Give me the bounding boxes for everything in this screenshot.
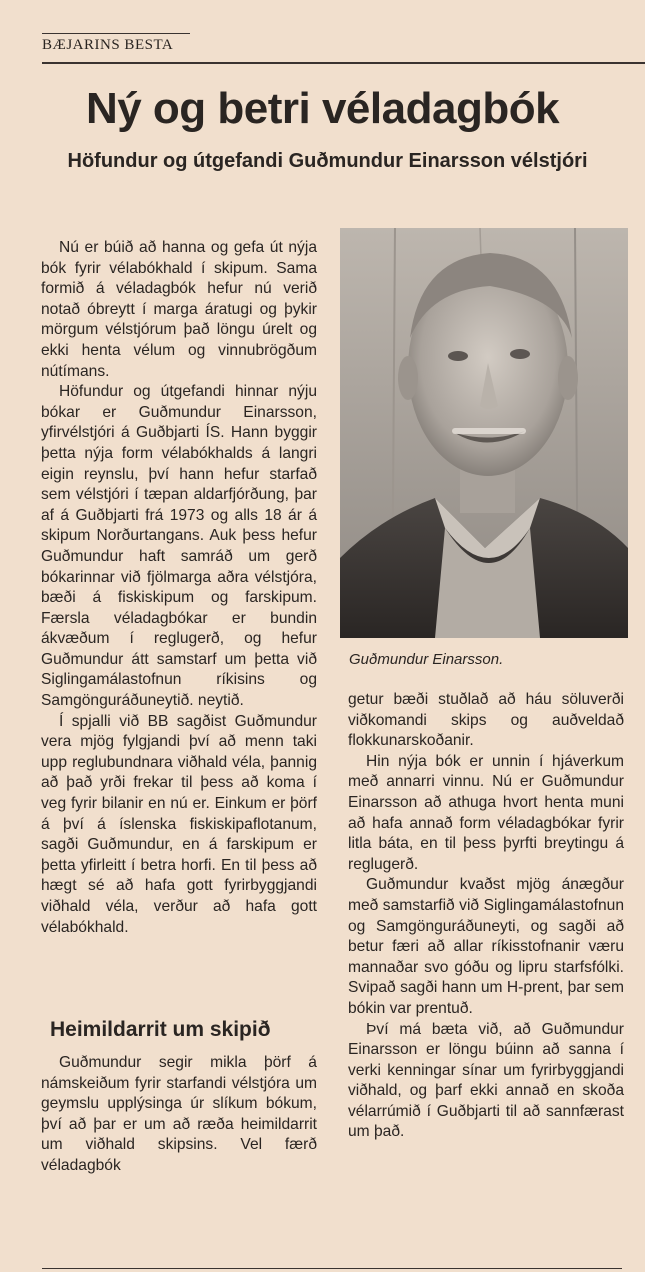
column-1-top [41, 238, 317, 938]
paragraph-6: Hin nýja bók er unnin í hjáverkum með annarri vinnu. Nú er Guðmundur Einarsson að athuga hvort henta muni að hafa annað form véladagbókar fyrir litla báta, en til þess þyrfti breytingu á reglugerð. [348, 752, 624, 873]
masthead: BÆJARINS BESTA [42, 37, 174, 53]
paragraph-1: Nú er búið að hanna og gefa út nýja bók fyrir vélabókhald í skipum. Sama formið á véladagbók hefur nú verið notað óbreytt í marga áratugi og þykir mörgum vélstjórum það löngu úrelt og ekki henta vélum og vinnubrögðum nútímans. [41, 239, 317, 380]
paragraph-4: Guðmundur segir mikla þörf á námskeiðum fyrir starfandi vélstjóra um geymslu upplýsinga úr slíkum bókum, því að þar er um að ræða heimildarrit um viðhald skipsins. Vel færð véladagbók [41, 1054, 317, 1174]
paragraph-2: Höfundur og útgefandi hinnar nýju bókar er Guðmundur Einarsson, yfirvélstjóri á Guðbjarti ÍS. Hann byggir þetta nýja form vélabókhalds á langri eigin reynslu, því hann hefur starfað sem vélstjóri í tæpan aldarfjórðung, þar af á Guðbjarti frá 1973 og alls 18 ár á skipum Norðurtangans. Auk þess hefur Guðmundur haft samráð um gerð bókarinnar við fjölmarga aðra vélstjóra, bæði á fiskiskipum og farskipum. Færsla véladagbókar er bundin ákvæðum í reglugerð, og hefur Guðmundur átt samstarf um þetta við Siglingamálastofnun ríkisins og Samgönguráðuneytið. neytið. [41, 383, 317, 710]
portrait-illustration [340, 228, 628, 638]
portrait-photo [340, 228, 628, 638]
masthead-top-rule [42, 33, 190, 34]
section-heading: Heimildarrit um skipið [50, 1018, 271, 1041]
paragraph-7: Guðmundur kvaðst mjög ánægður með samstarfið við Siglingamálastofnun og Samgönguráðuneyti, og sagði að betur færi að allar ríkisstofnanir væru mannaðar svo góðu og lipru starfsfólki. Svipað sagði hann um H-prent, þar sem bókin var prentuð. [348, 876, 624, 1017]
photo-caption: Guðmundur Einarsson. [349, 651, 504, 668]
headline: Ný og betri véladagbók [85, 84, 560, 133]
column-2 [348, 690, 624, 1143]
paragraph-5: getur bæði stuðlað að háu söluverði viðkomandi skips og auðveldað flokkunarskoðanir. [348, 691, 624, 750]
paragraph-3: Í spjalli við BB sagðist Guðmundur vera mjög fylgjandi því að menn taki upp reglubundnara viðhald véla, þannig að það yrði frekar til þess að koma í veg fyrir bilanir en nú er. Einkum er þörf á því á íslenska fiskiskipaflotanum, sagði Guðmundur, en á farskipum er þetta yfirleitt í betra horfi. En til þess að hægt sé að hafa gott fyrirbyggjandi viðhald véla, verður að hafa gott vélabókhald. [41, 712, 317, 936]
bottom-rule [42, 1268, 622, 1269]
subheadline: Höfundur og útgefandi Guðmundur Einarsson vélstjóri [67, 150, 588, 172]
column-1-bottom [41, 1053, 317, 1177]
paragraph-8: Því má bæta við, að Guðmundur Einarsson er löngu búinn að sanna í verki kenningar sínar um fyrirbyggjandi viðhald, og þarf ekki annað en skoða vélarrúmið í Guðbjarti til að sannfærast um það. [348, 1020, 624, 1141]
masthead-rule [42, 62, 645, 64]
